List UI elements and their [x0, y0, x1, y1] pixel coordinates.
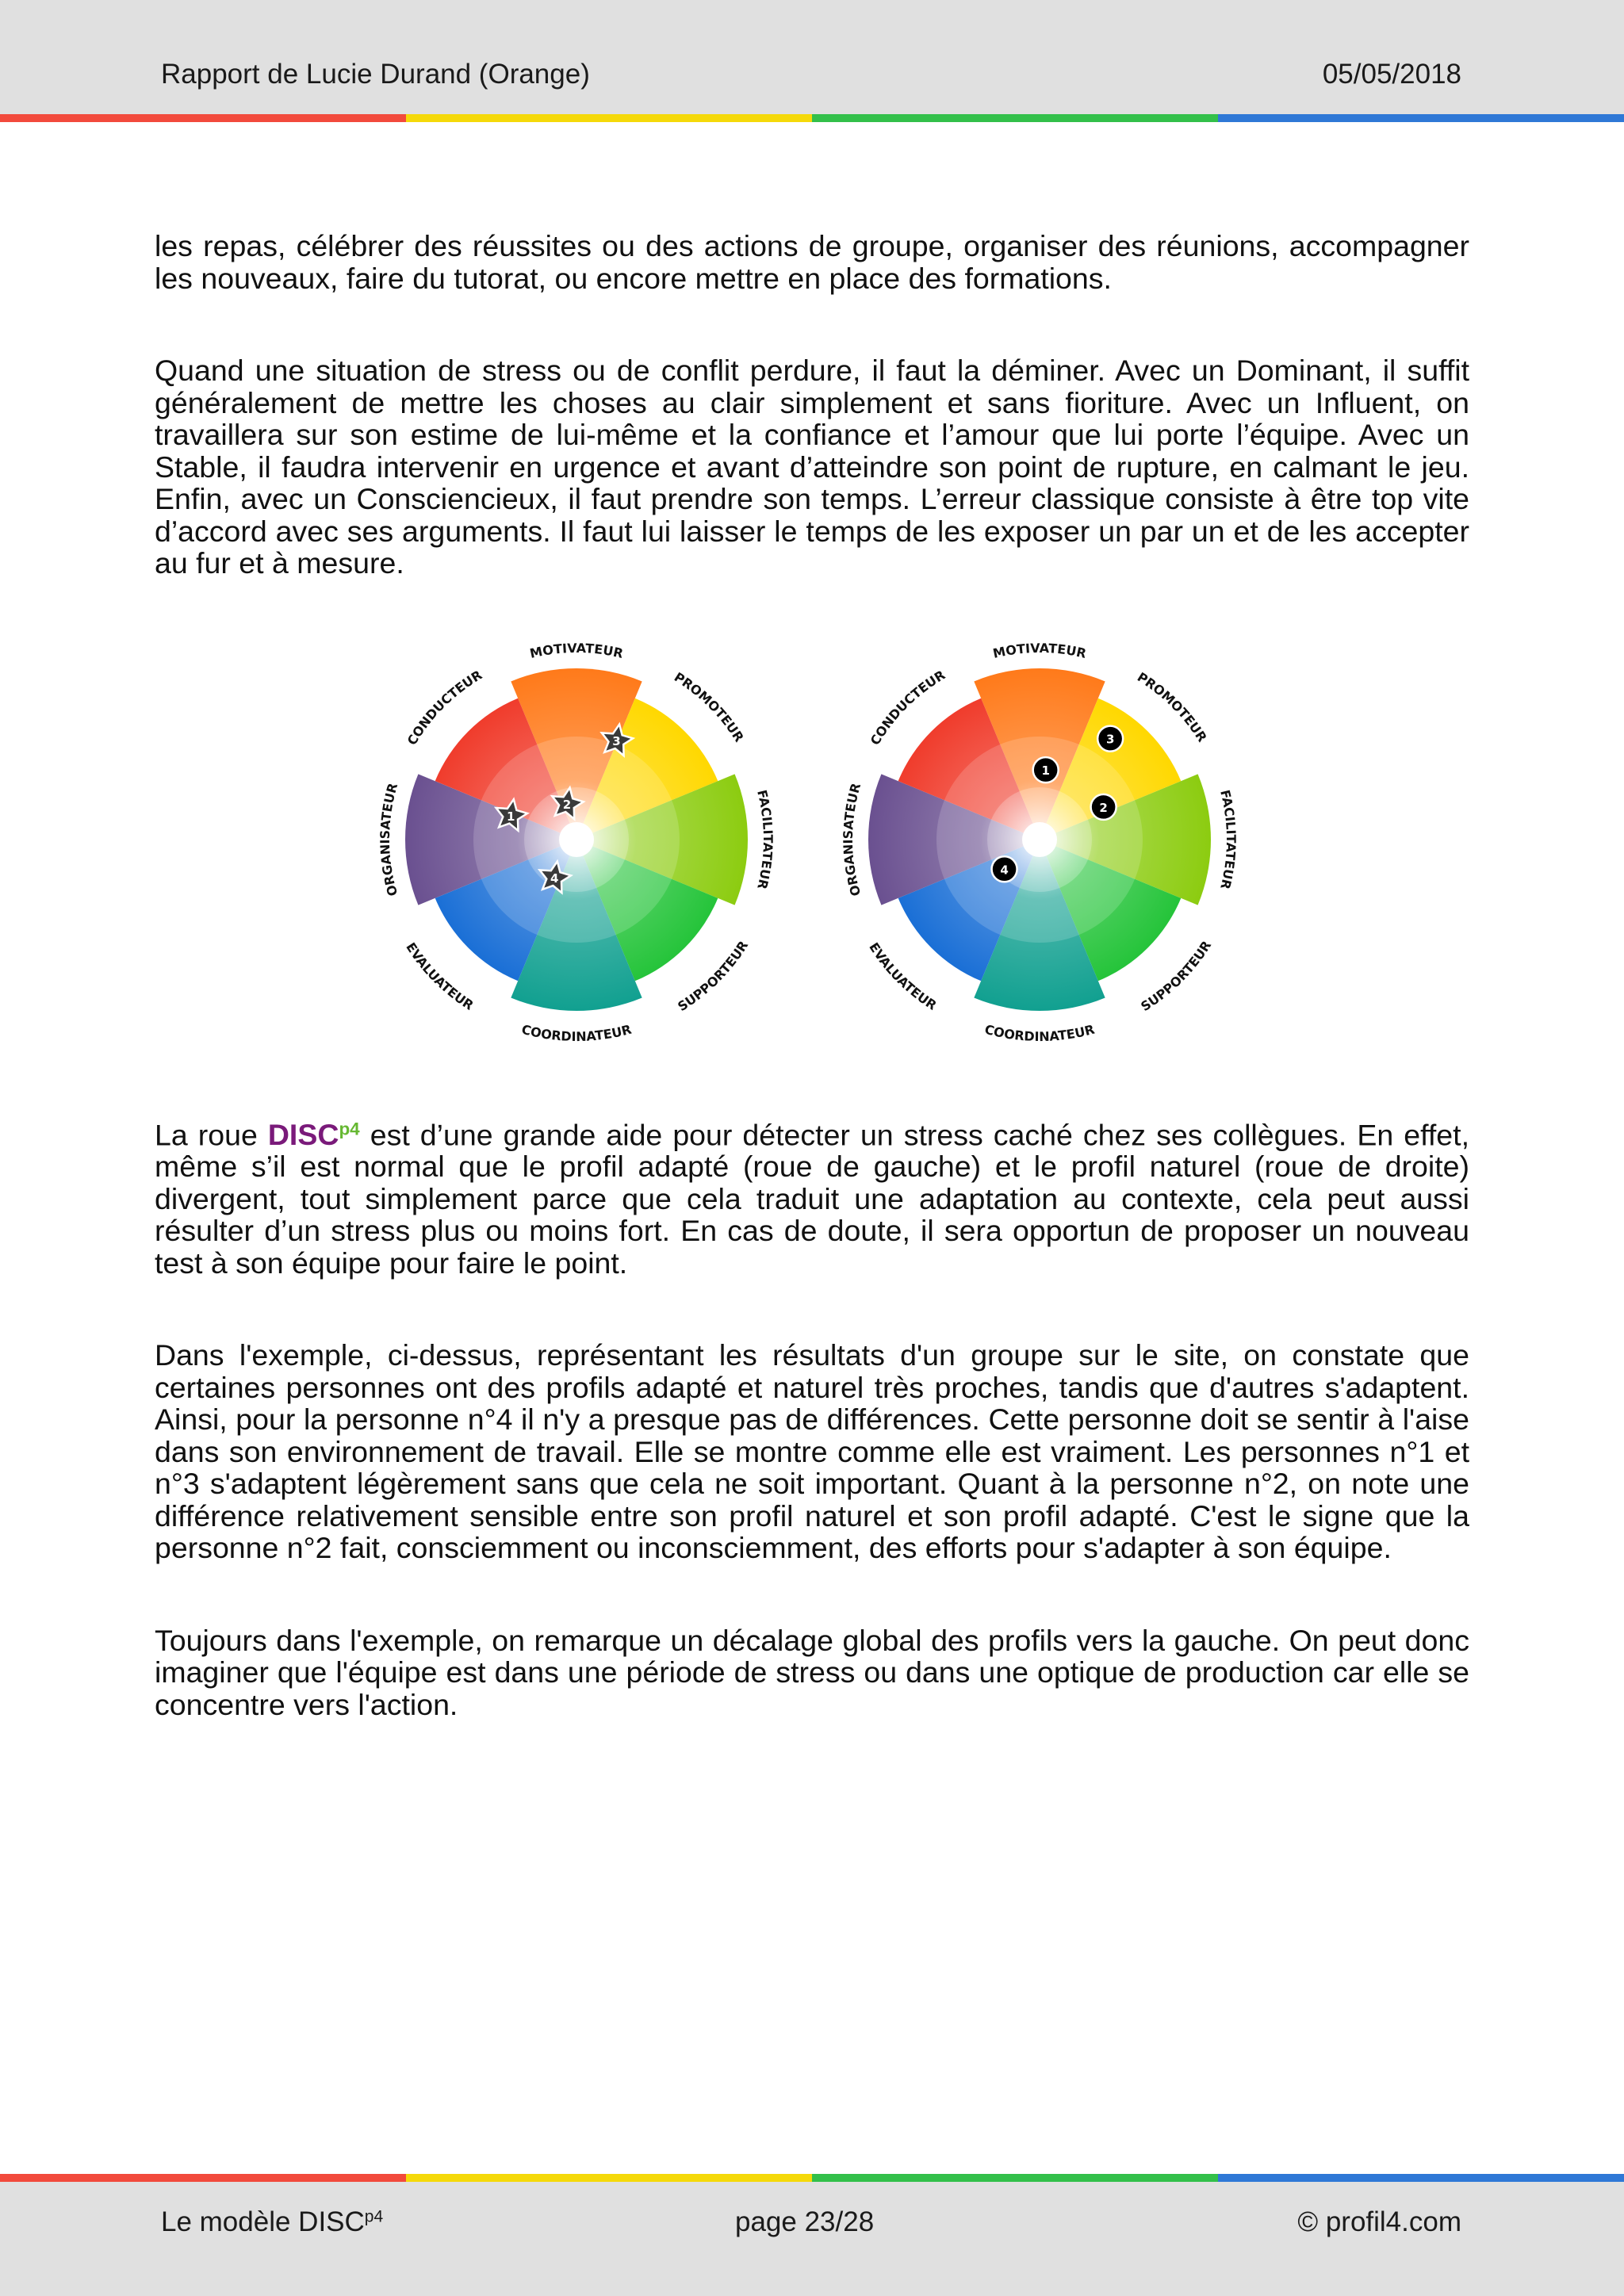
marker-person-4: [992, 856, 1017, 882]
paragraph-3-rest: est d’une grande aide pour détecter un stress caché chez ses collègues. En effet, même s’il est normal que le profil adapté (roue de gauche) et le profil naturel (roue de droite) divergent, tout simplement parce que cela traduit une adaptation au contexte, cela peut aussi résulter d’un stress plus ou moins fort. En cas de doute, il sera opportun de proposer un nouveau test à son équipe pour faire le point.: [155, 1117, 1469, 1280]
wheel-label-conducteur: CONDUCTEUR: [867, 667, 948, 748]
page-content: [155, 230, 1469, 1781]
marker-label: 3: [1105, 732, 1115, 747]
marker-label: 1: [506, 809, 515, 824]
header-color-stripe: [0, 114, 1624, 122]
wheel-label-promoteur: PROMOTEUR: [671, 668, 747, 744]
wheel-label-supporteur: SUPPORTEUR: [1138, 937, 1215, 1014]
paragraph-3: [155, 1114, 1469, 1280]
marker-person-3: [1097, 725, 1123, 751]
wheel-label-evaluateur: EVALUATEUR: [866, 939, 940, 1013]
footer-model-sup: p4: [364, 2207, 384, 2226]
footer-copyright: © profil4.com: [1297, 2206, 1461, 2237]
disc-brand-sup: p4: [339, 1119, 360, 1139]
paragraph-4: Dans l'exemple, ci-dessus, représentant les résultats d'un groupe sur le site, on constate que certaines personnes ont des profils adapté et naturel très proches, tandis que d'autres s'adaptent. Ainsi, pour la personne n°4 il n'y a presque pas de différences. Cette personne doit se sentir à l'aise dans son environnement de travail. Elle se montre comme elle est vraiment. Les personnes n°1 et n°3 s'adaptent légèrement sans que cela ne soit important. Quant à la personne n°2, on note une différence relativement sensible entre son profil naturel et son profil adapté. C'est le signe que la personne n°2 fait, consciemment ou inconsciemment, des efforts pour s'adapter à son équipe.: [155, 1338, 1469, 1565]
wheel-label-evaluateur: EVALUATEUR: [403, 939, 477, 1013]
adapted-profile-wheel: [362, 624, 791, 1068]
wheel-label-conducteur: CONDUCTEUR: [404, 667, 485, 748]
wheel-label-coordinateur: COORDINATEUR: [982, 1021, 1097, 1044]
marker-label: 4: [1000, 862, 1009, 877]
adapted-wheel-svg: [362, 624, 791, 1068]
page-header: [0, 0, 1624, 114]
disc-brand: [268, 1118, 360, 1151]
wheel-label-coordinateur: COORDINATEUR: [519, 1021, 634, 1044]
marker-label: 2: [1099, 800, 1108, 815]
wheel-label-promoteur: PROMOTEUR: [1134, 668, 1210, 744]
marker-label: 4: [550, 871, 559, 886]
marker-label: 1: [1041, 763, 1050, 778]
wheel-label-organisateur: ORGANISATEUR: [377, 781, 401, 897]
disc-wheels-figure: [155, 624, 1469, 1068]
stripe-green: [812, 114, 1218, 122]
paragraph-1: les repas, célébrer des réussites ou des actions de groupe, organiser des réunions, accompagner les nouveaux, faire du tutorat, ou encore mettre en place des formations.: [155, 229, 1469, 295]
footer-model: [161, 2206, 383, 2238]
center-dot: [1022, 822, 1057, 857]
natural-profile-wheel: [825, 624, 1254, 1068]
paragraph-3-intro: La roue: [155, 1117, 268, 1151]
footer-color-stripe: [0, 2174, 1624, 2182]
report-date: 05/05/2018: [1322, 59, 1461, 90]
footer-model-text: Le modèle DISC: [161, 2206, 365, 2237]
disc-brand-word: DISC: [267, 1117, 339, 1151]
wheel-label-facilitateur: FACILITATEUR: [1217, 787, 1239, 891]
report-title: Rapport de Lucie Durand (Orange): [161, 59, 590, 90]
stripe-blue: [1218, 2174, 1624, 2182]
page-footer: [0, 2182, 1624, 2296]
wheel-label-motivateur: MOTIVATEUR: [528, 640, 625, 661]
stripe-green: [812, 2174, 1218, 2182]
paragraph-5: Toujours dans l'exemple, on remarque un décalage global des profils vers la gauche. On peut donc imaginer que l'équipe est dans une période de stress ou dans une optique de production car elle se concentre vers l'action.: [155, 1623, 1469, 1721]
wheel-label-facilitateur: FACILITATEUR: [754, 787, 776, 891]
stripe-blue: [1218, 114, 1624, 122]
stripe-yellow: [406, 2174, 812, 2182]
marker-label: 2: [562, 797, 572, 812]
center-dot: [559, 822, 594, 857]
stripe-red: [0, 114, 406, 122]
marker-person-2: [1091, 794, 1116, 819]
stripe-yellow: [406, 114, 812, 122]
wheel-label-organisateur: ORGANISATEUR: [840, 781, 864, 897]
marker-person-1: [1033, 757, 1059, 783]
wheel-label-motivateur: MOTIVATEUR: [991, 640, 1088, 661]
footer-page-number: page 23/28: [735, 2206, 875, 2237]
paragraph-2: Quand une situation de stress ou de conflit perdure, il faut la déminer. Avec un Dominant, il suffit généralement de mettre les choses au clair simplement et sans fioriture. Avec un Influent, on travaillera sur son estime de lui-même et la confiance et l’amour que lui porte l’équipe. Avec un Stable, il faudra intervenir en urgence et avant d’atteindre son point de rupture, en calmant le jeu. Enfin, avec un Consciencieux, il faut prendre son temps. L’erreur classique consiste à être top vite d’accord avec ses arguments. Il faut lui laisser le temps de les exposer un par un et de les accepter au fur et à mesure.: [155, 354, 1469, 580]
natural-wheel-svg: [825, 624, 1254, 1068]
wheel-label-supporteur: SUPPORTEUR: [675, 937, 752, 1014]
marker-label: 3: [612, 733, 621, 748]
stripe-red: [0, 2174, 406, 2182]
